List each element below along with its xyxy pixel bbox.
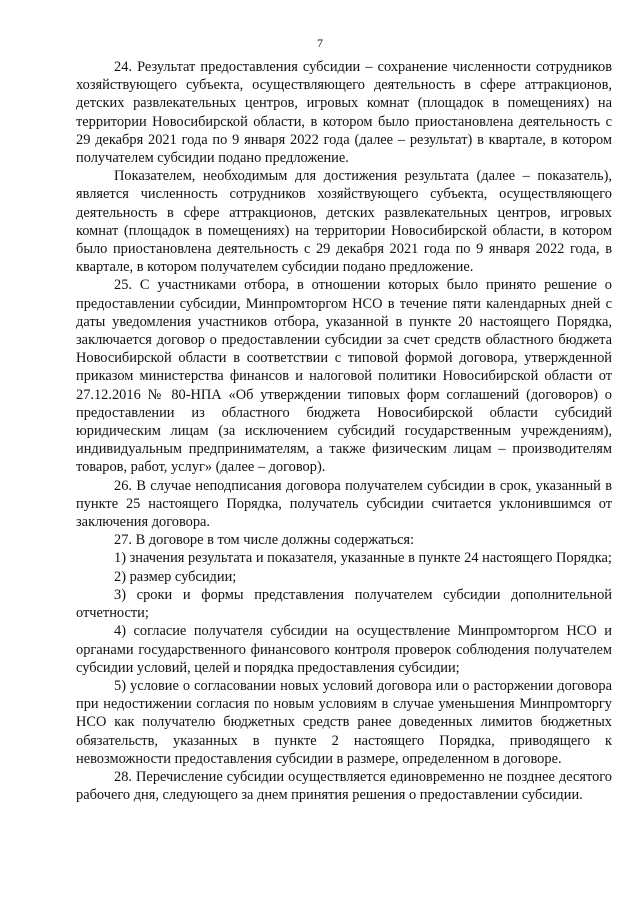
paragraph-indicator: Показателем, необходимым для достижения результата (далее – показатель), является численность сотрудников хозяйствующего субъекта, осуществляющего деятельность в сфере аттракционов, детских развлекательных центров, игровых комнат (площадок в помещениях) на территории Новосибирской области, в котором было приостановлена деятельность с 29 декабря 2021 года по 9 января 2022 года, в квартале, в котором получателем субсидии подано предложение. bbox=[76, 168, 612, 276]
page-number: 7 bbox=[317, 36, 323, 50]
paragraph-26-non-signing: 26. В случае неподписания договора получателем субсидии в срок, указанный в пункте 25 настоящего Порядка, получатель субсидии считается уклонившимся от заключения договора. bbox=[76, 477, 612, 531]
list-item-2: 2) размер субсидии; bbox=[114, 568, 237, 585]
list-item-1: 1) значения результата и показателя, указанные в пункте 24 настоящего Порядка; bbox=[114, 550, 612, 567]
list-item-3: 3) сроки и формы представления получателем субсидии дополнительной отчетности; bbox=[76, 586, 612, 622]
paragraph-28-transfer: 28. Перечисление субсидии осуществляется единовременно не позднее десятого рабочего дня, следующего за днем принятия решения о предоставлении субсидии. bbox=[76, 768, 612, 804]
list-item-5: 5) условие о согласовании новых условий договора или о расторжении договора при недостижении согласия по новым условиям в случае уменьшения Минпромторгу НСО как получателю бюджетных средств ранее доведенных лимитов бюджетных обязательств, указанных в пункте 2 настоящего Порядка, приводящего к невозможности предоставления субсидии в размере, определенном в договоре. bbox=[76, 677, 612, 767]
document-body bbox=[76, 58, 612, 804]
paragraph-25-agreement: 25. С участниками отбора, в отношении которых было принято решение о предоставлении субсидии, Минпромторгом НСО в течение пяти календарных дней с даты уведомления участников отбора, указанной в пункте 20 настоящего Порядка, заключается договор о предоставлении субсидии за счет средств областного бюджета Новосибирской области в соответствии с типовой формой договора, утвержденной приказом министерства финансов и налоговой политики Новосибирской области от 27.12.2016 № 80-НПА «Об утверждении типовых форм соглашений (договоров) о предоставлении из областного бюджета Новосибирской области субсидий юридическим лицам (за исключением субсидий государственным учреждениям), индивидуальным предпринимателям, а также физическим лицам – производителям товаров, работ, услуг» (далее – договор). bbox=[76, 277, 612, 476]
paragraph-27-contents: 27. В договоре в том числе должны содержаться: bbox=[114, 532, 415, 549]
paragraph-24-result: 24. Результат предоставления субсидии – сохранение численности сотрудников хозяйствующего субъекта, осуществляющего деятельность в сфере аттракционов, детских развлекательных центров, игровых комнат (площадок в помещениях) на территории Новосибирской области, в котором было приостановлена деятельность с 29 декабря 2021 года по 9 января 2022 года (далее – результат) в квартале, в котором получателем субсидии подано предложение. bbox=[76, 59, 612, 167]
list-item-4: 4) согласие получателя субсидии на осуществление Минпромторгом НСО и органами государственного финансового контроля проверок соблюдения получателем субсидии условий, целей и порядка предоставления субсидии; bbox=[76, 623, 612, 676]
